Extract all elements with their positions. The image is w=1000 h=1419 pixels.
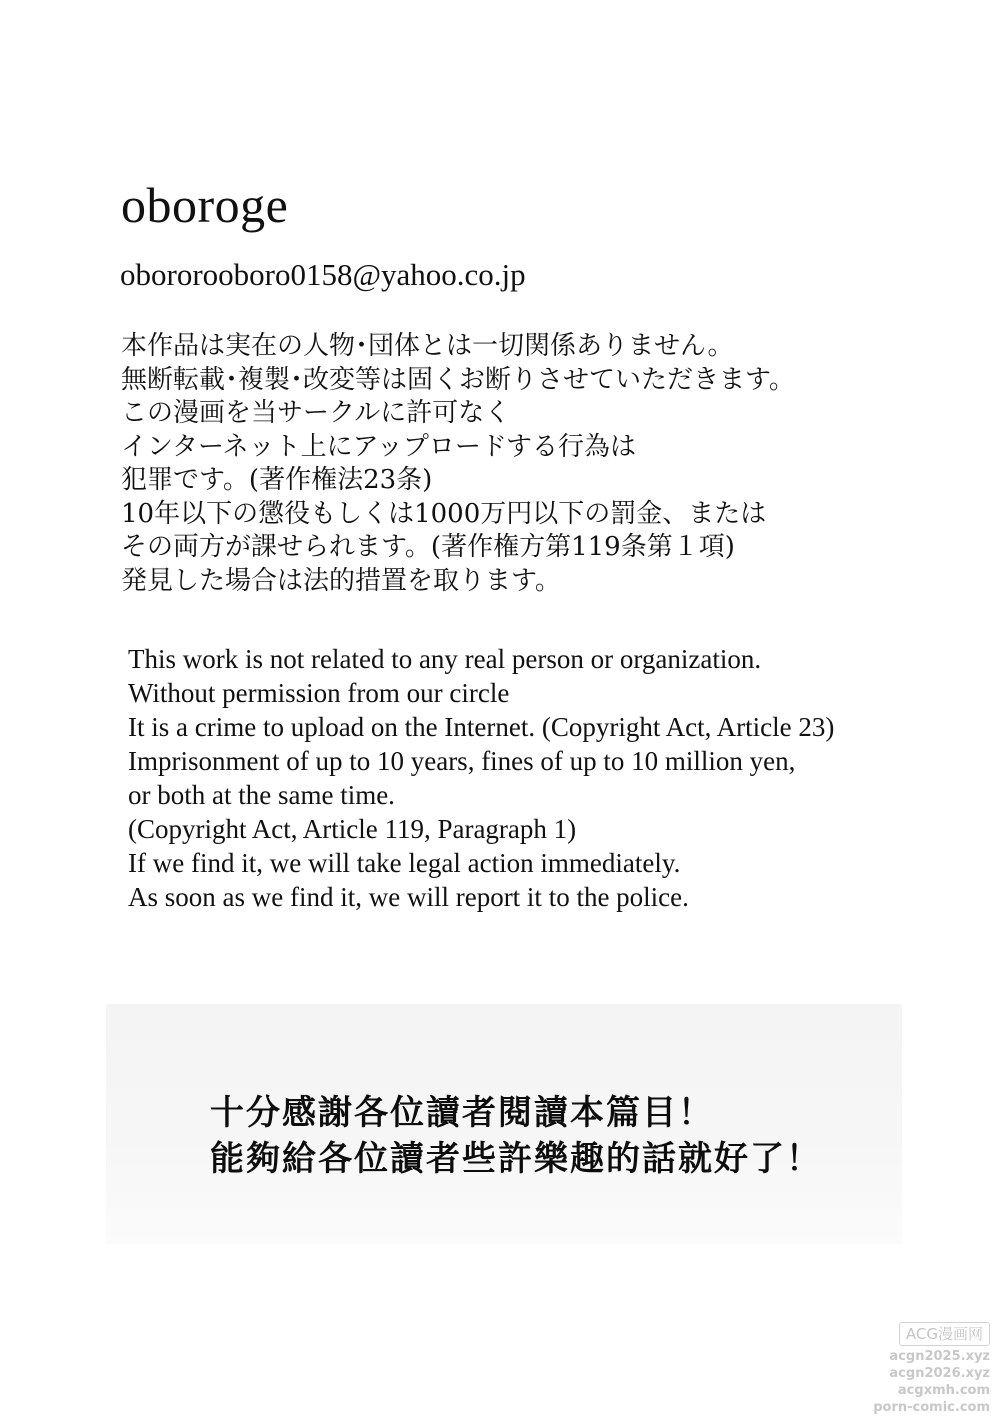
watermark-domain: acgn2025.xyz [889, 1349, 990, 1364]
watermark-domain: acgn2026.xyz [889, 1366, 990, 1381]
english-copyright-notice [128, 642, 834, 914]
notice-en-line: This work is not related to any real person or organization. [128, 644, 762, 674]
watermark-domain: acgxmh.com [897, 1383, 990, 1398]
notice-en-line: (Copyright Act, Article 119, Paragraph 1) [128, 814, 577, 844]
notice-jp-line: 無断転載･複製･改変等は固くお断りさせていただきます。 [121, 364, 795, 395]
notice-en-line: If we find it, we will take legal action immediately. [128, 848, 681, 878]
notice-en-line: As soon as we find it, we will report it to the police. [128, 882, 689, 912]
notice-jp-line: 犯罪です。(著作権法23条) [121, 465, 433, 495]
watermark-domain: porn-comic.com [873, 1400, 990, 1415]
notice-en-line: It is a crime to upload on the Internet. (Copyright Act, Article 23) [128, 712, 835, 742]
translator-note [210, 1090, 822, 1182]
notice-jp-line: 10年以下の懲役もしくは1000万円以下の罰金、または [121, 498, 767, 529]
translator-note-line: 十分感謝各位讀者閱讀本篇目！ [210, 1093, 714, 1133]
circle-name: oboroge [121, 177, 289, 233]
japanese-copyright-notice [121, 330, 795, 598]
notice-jp-line: その両方が課せられます。(著作権方第119条第１項) [121, 532, 735, 562]
contact-email: obororooboro0158@yahoo.co.jp [120, 257, 526, 292]
notice-en-line: Without permission from our circle [128, 678, 510, 708]
translator-note-line: 能夠給各位讀者些許樂趣的話就好了！ [210, 1139, 822, 1179]
notice-en-line: Imprisonment of up to 10 years, fines of up to 10 million yen, [128, 746, 796, 776]
notice-jp-line: この漫画を当サークルに許可なく [121, 398, 511, 428]
watermark-logo: ACG漫画网 [899, 1322, 990, 1346]
notice-jp-line: 本作品は実在の人物･団体とは一切関係ありません。 [121, 331, 734, 361]
site-watermark [850, 1322, 990, 1416]
notice-jp-line: 発見した場合は法的措置を取ります。 [121, 565, 561, 596]
notice-en-line: or both at the same time. [128, 780, 395, 810]
notice-jp-line: インターネット上にアップロードする行為は [121, 431, 637, 462]
